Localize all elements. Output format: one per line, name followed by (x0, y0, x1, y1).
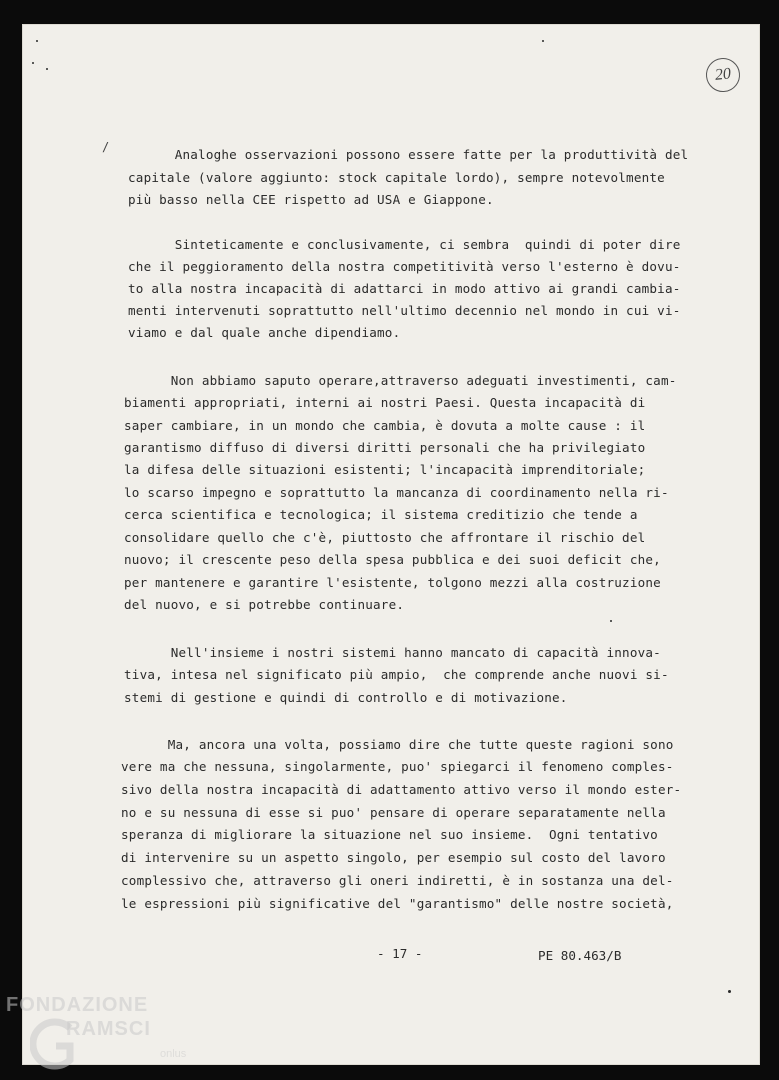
text-line: lo scarso impegno e soprattutto la mancanza di coordinamento nella ri- (124, 485, 669, 500)
watermark-suffix: onlus (160, 1048, 187, 1060)
text-line: saper cambiare, in un mondo che cambia, è dovuta a molte cause : il (124, 418, 646, 433)
text-line: Analoghe osservazioni possono essere fatte per la produttività del (128, 147, 689, 162)
text-line: menti intervenuti soprattutto nell'ultimo decennio nel mondo in cui vi- (128, 303, 681, 318)
text-line: che il peggioramento della nostra competitività verso l'esterno è dovu- (128, 259, 681, 274)
text-line: no e su nessuna di esse si puo' pensare di operare separatamente nella (121, 805, 666, 820)
text-line: cerca scientifica e tecnologica; il sistema creditizio che tende a (124, 507, 638, 522)
text-line: le espressioni più significative del "garantismo" delle nostre società, (121, 896, 674, 911)
text-line: Sinteticamente e conclusivamente, ci sembra quindi di poter dire (128, 237, 681, 252)
watermark-line-1: FONDAZIONE (6, 994, 149, 1016)
document-reference: PE 80.463/B (538, 948, 622, 963)
text-line: tiva, intesa nel significato più ampio, che comprende anche nuovi si- (124, 667, 669, 682)
dust-speck (728, 990, 731, 993)
text-line: stemi di gestione e quindi di controllo e di motivazione. (124, 690, 568, 705)
text-line: per mantenere e garantire l'esistente, tolgono mezzi alla costruzione (124, 575, 661, 590)
text-line: Nell'insieme i nostri sistemi hanno mancato di capacità innova- (124, 645, 661, 660)
text-line: sivo della nostra incapacità di adattamento attivo verso il mondo ester- (121, 782, 682, 797)
text-line: la difesa delle situazioni esistenti; l'incapacità imprenditoriale; (124, 462, 646, 477)
text-line: viamo e dal quale anche dipendiamo. (128, 325, 401, 340)
dust-speck (46, 68, 48, 70)
text-line: to alla nostra incapacità di adattarci in modo attivo ai grandi cambia- (128, 281, 681, 296)
text-line: del nuovo, e si potrebbe continuare. (124, 597, 405, 612)
text-line: capitale (valore aggiunto: stock capitale lordo), sempre notevolmente (128, 170, 665, 185)
text-line: nuovo; il crescente peso della spesa pubblica e dei suoi deficit che, (124, 552, 661, 567)
dust-speck (32, 62, 34, 64)
text-line: più basso nella CEE rispetto ad USA e Giappone. (128, 192, 494, 207)
text-line: complessivo che, attraverso gli oneri indiretti, è in sostanza una del- (121, 873, 674, 888)
margin-tick-mark: / (102, 140, 110, 154)
handwritten-page-number: 20 (704, 56, 741, 93)
text-line: speranza di migliorare la situazione nel suo insieme. Ogni tentativo (121, 827, 658, 842)
dust-speck (542, 40, 544, 42)
text-line: consolidare quello che c'è, piuttosto che affrontare il rischio del (124, 530, 646, 545)
text-line: biamenti appropriati, interni ai nostri Paesi. Questa incapacità di (124, 395, 646, 410)
watermark-line-2: RAMSCI (66, 1018, 151, 1040)
text-line: Non abbiamo saputo operare,attraverso adeguati investimenti, cam- (124, 373, 677, 388)
page-footer-number: - 17 - (377, 946, 423, 961)
dust-speck (610, 620, 612, 622)
text-line: Ma, ancora una volta, possiamo dire che tutte queste ragioni sono (121, 737, 674, 752)
dust-speck (36, 40, 38, 42)
text-line: di intervenire su un aspetto singolo, per esempio sul costo del lavoro (121, 850, 666, 865)
text-line: garantismo diffuso di diversi diritti personali che ha privilegiato (124, 440, 646, 455)
text-line: vere ma che nessuna, singolarmente, puo' spiegarci il fenomeno comples- (121, 759, 674, 774)
